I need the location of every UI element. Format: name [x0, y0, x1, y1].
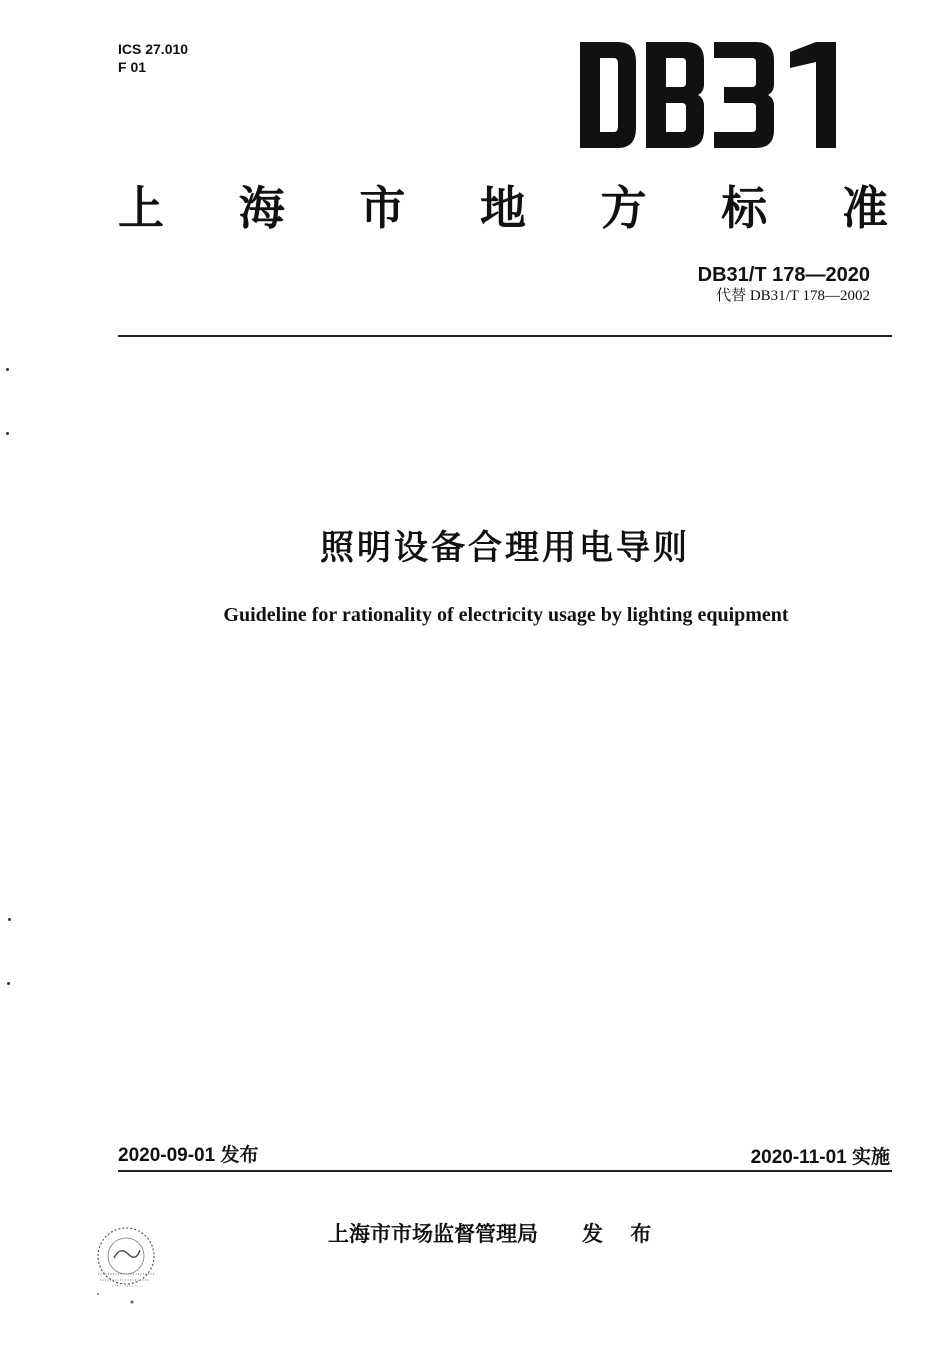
issuer-name: 上海市市场监督管理局 — [328, 1222, 538, 1246]
title-english: Guideline for rationality of electricity usage by lighting equipment — [223, 604, 789, 626]
scan-speck — [8, 918, 11, 921]
classification-codes — [118, 40, 188, 76]
heading-char: 地 — [479, 181, 526, 235]
implementation-date: 2020-11-01 实施 — [750, 1147, 890, 1168]
local-standard-heading — [118, 180, 888, 236]
heading-char: 上 — [118, 181, 164, 235]
standard-number: DB31/T 178—2020 — [697, 264, 870, 286]
heading-char: 市 — [359, 181, 406, 235]
ics-code: ICS 27.010 — [118, 41, 189, 57]
scan-speck — [6, 432, 9, 435]
standard-number-block — [698, 263, 870, 305]
watermark-stamp — [84, 1218, 168, 1310]
title-chinese: 照明设备合理用电导则 — [320, 528, 690, 568]
heading-char: 方 — [600, 181, 647, 235]
scan-speck — [6, 368, 9, 371]
heading-char: 海 — [238, 181, 285, 235]
publish-label: 发 布 — [582, 1222, 662, 1246]
replaces-standard: 代替 DB31/T 178—2002 — [716, 288, 870, 304]
issuer-line — [328, 1218, 661, 1248]
issue-date: 2020-09-01 发布 — [118, 1145, 259, 1166]
heading-char: 标 — [721, 181, 768, 235]
footer-divider — [118, 1170, 892, 1172]
category-code: F 01 — [118, 59, 147, 75]
header-divider — [118, 335, 892, 337]
scan-speck — [7, 982, 10, 985]
heading-char: 准 — [841, 181, 888, 235]
db31-logo — [578, 40, 848, 152]
